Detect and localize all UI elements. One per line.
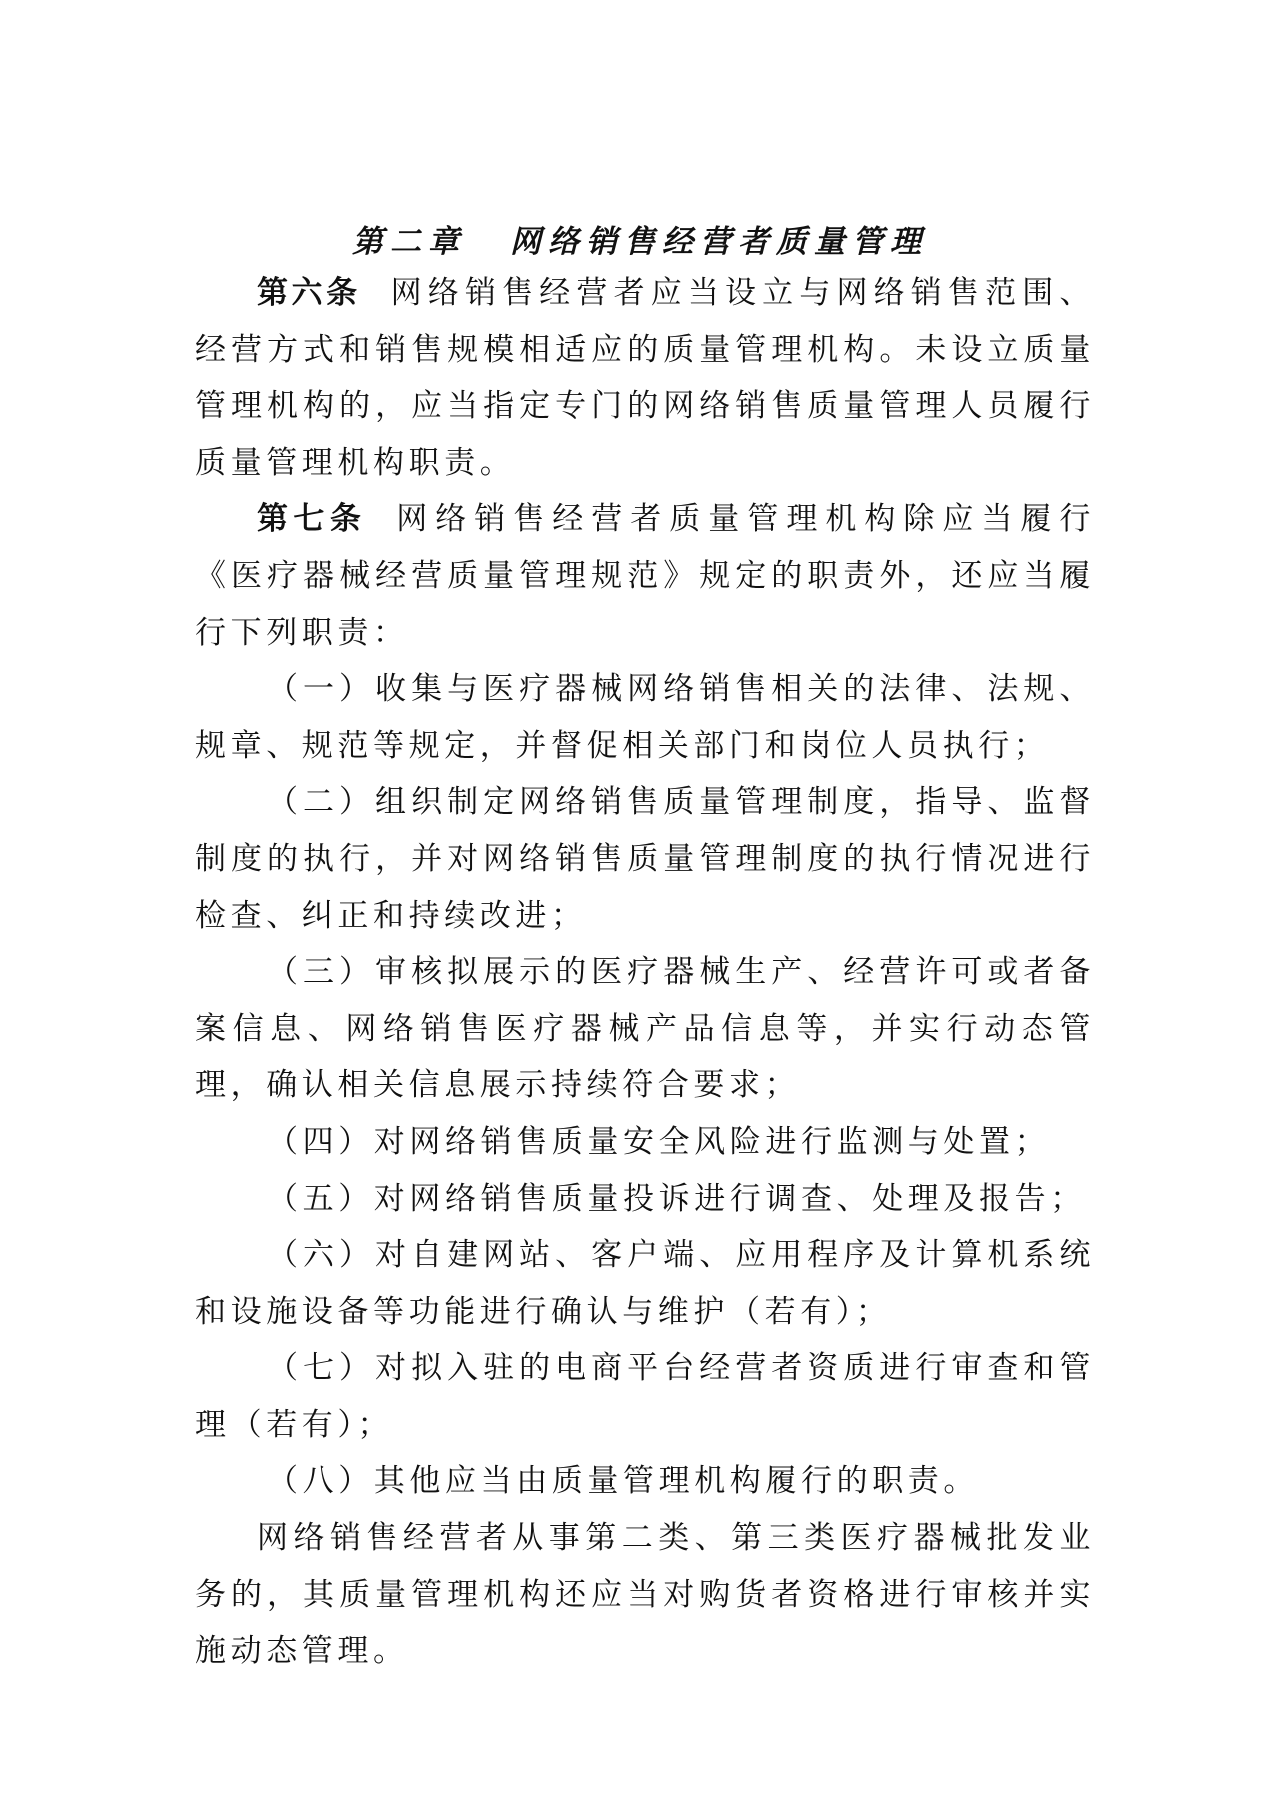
article-7-item-4: （四）对网络销售质量安全风险进行监测与处置； [267, 1123, 1051, 1160]
article-6-text: 网络销售经营者应当设立与网络销售范围、经营方式和销售规模相适应的质量管理机构。未设立质量管理机构的，应当指定专门的网络销售质量管理人员履行质量管理机构职责。 [195, 275, 1095, 481]
article-7-closing-paragraph: 网络销售经营者从事第二类、第三类医疗器械批发业务的，其质量管理机构还应当对购货者资格进行审核并实施动态管理。 [195, 1520, 1095, 1670]
article-7-item-6: （六）对自建网站、客户端、应用程序及计算机系统和设施设备等功能进行确认与维护（若有）； [195, 1237, 1095, 1330]
article-7-paragraph [195, 491, 1095, 661]
article-7-item-5: （五）对网络销售质量投诉进行调查、处理及报告； [267, 1180, 1086, 1217]
article-7-item-2: （二）组织制定网络销售质量管理制度，指导、监督制度的执行，并对网络销售质量管理制度的执行情况进行检查、纠正和持续改进； [195, 784, 1095, 934]
article-7-text: 网络销售经营者质量管理机构除应当履行《医疗器械经营质量管理规范》规定的职责外，还应当履行下列职责： [195, 501, 1095, 651]
article-6-paragraph [195, 265, 1095, 491]
chapter-number: 第二章 [352, 224, 466, 260]
article-7-item-1: （一）收集与医疗器械网络销售相关的法律、法规、规章、规范等规定，并督促相关部门和岗位人员执行； [195, 671, 1095, 764]
article-7-label: 第七条 [257, 501, 367, 538]
article-7-item-3: （三）审核拟展示的医疗器械生产、经营许可或者备案信息、网络销售医疗器械产品信息等，并实行动态管理，确认相关信息展示持续符合要求； [195, 954, 1095, 1104]
chapter-heading [0, 220, 1280, 264]
article-6-label: 第六条 [257, 275, 361, 311]
article-7-item-7: （七）对拟入驻的电商平台经营者资质进行审查和管理（若有）； [195, 1350, 1095, 1443]
chapter-body [195, 265, 1095, 1680]
article-7-item-8: （八）其他应当由质量管理机构履行的职责。 [267, 1463, 979, 1500]
chapter-title: 网络销售经营者质量管理 [510, 224, 928, 260]
